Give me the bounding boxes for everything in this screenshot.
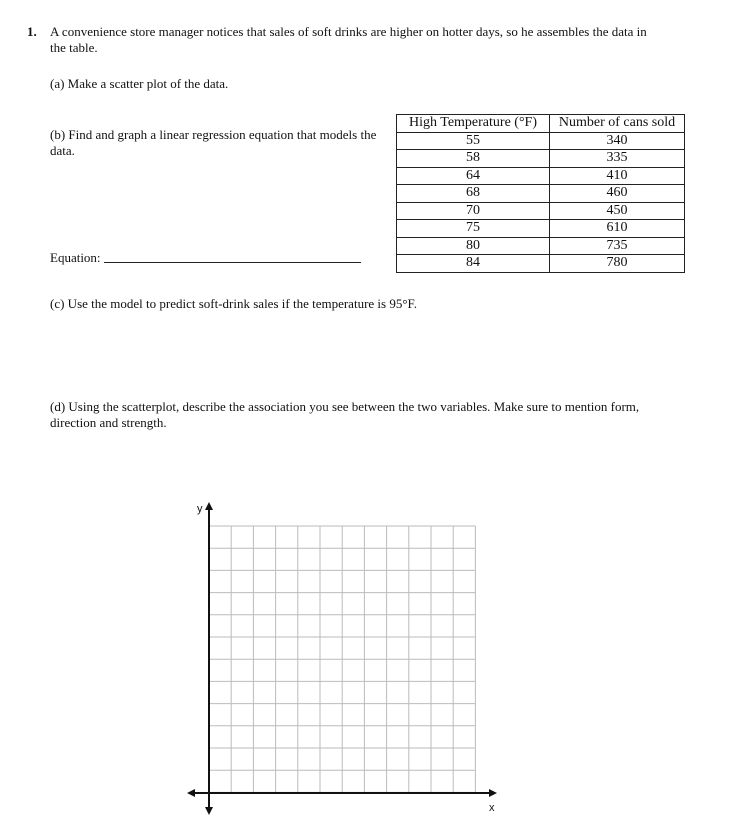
cans-cell: 780	[550, 255, 685, 273]
temperature-cell: 64	[397, 167, 550, 185]
cans-cell: 610	[550, 220, 685, 238]
part-c-text: (c) Use the model to predict soft-drink sales if the temperature is 95°F.	[50, 296, 417, 311]
part-d-text: (d) Using the scatterplot, describe the association you see between the two variables. Make sure to mention form, direction and strength.	[50, 399, 640, 430]
part-a-text: (a) Make a scatter plot of the data.	[50, 76, 229, 91]
temperature-cell: 75	[397, 220, 550, 238]
table-header-cans: Number of cans sold	[550, 115, 685, 133]
part-b-text: (b) Find and graph a linear regression equation that models the data.	[50, 127, 377, 158]
question-intro: A convenience store manager notices that sales of soft drinks are higher on hotter days, so he assembles the data in the table.	[50, 24, 647, 55]
cans-cell: 340	[550, 132, 685, 150]
cans-cell: 735	[550, 237, 685, 255]
temperature-cell: 68	[397, 185, 550, 203]
temperature-cell: 80	[397, 237, 550, 255]
cans-cell: 335	[550, 150, 685, 168]
cans-cell: 450	[550, 202, 685, 220]
temperature-cell: 55	[397, 132, 550, 150]
y-axis-label: y	[197, 503, 203, 515]
question-number: 1.	[27, 24, 37, 39]
y-axis-arrow-down-icon	[205, 807, 213, 815]
equation-label: Equation:	[50, 250, 101, 265]
table-header-temperature: High Temperature (°F)	[397, 115, 550, 133]
y-axis-arrow-up-icon	[205, 502, 213, 510]
temperature-cell: 70	[397, 202, 550, 220]
cans-cell: 460	[550, 185, 685, 203]
x-axis-arrow-left-icon	[187, 789, 195, 797]
cans-cell: 410	[550, 167, 685, 185]
grid-lines	[209, 526, 475, 792]
temperature-cell: 84	[397, 255, 550, 273]
x-axis-label: x	[489, 802, 495, 814]
temperature-cell: 58	[397, 150, 550, 168]
x-axis-arrow-right-icon	[489, 789, 497, 797]
